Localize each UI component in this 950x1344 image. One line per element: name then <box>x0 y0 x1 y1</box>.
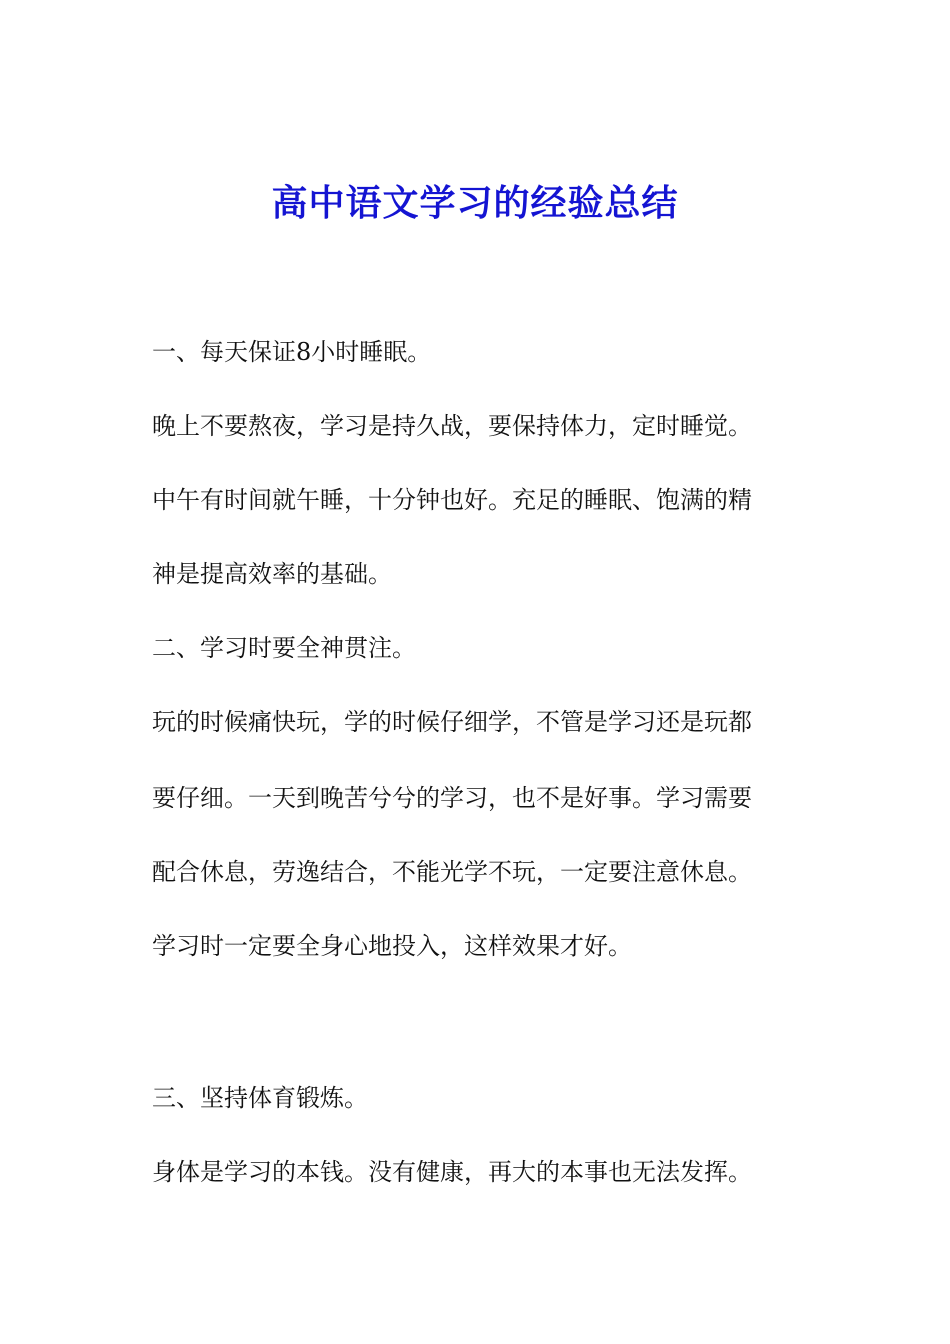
paragraph-line: 晚上不要熬夜，学习是持久战，要保持体力，定时睡觉。 <box>152 412 752 440</box>
document-title: 高中语文学习的经验总结 <box>271 182 679 224</box>
paragraph-line: 要仔细。一天到晚苦兮兮的学习，也不是好事。学习需要 <box>152 784 752 812</box>
paragraph-line: 配合休息，劳逸结合，不能光学不玩，一定要注意休息。 <box>152 858 752 886</box>
section-heading-sleep: 一、每天保证8小时睡眠。 <box>152 338 432 366</box>
paragraph-line: 玩的时候痛快玩，学的时候仔细学，不管是学习还是玩都 <box>152 708 752 736</box>
section-heading-focus: 二、学习时要全神贯注。 <box>152 634 416 662</box>
paragraph-line: 身体是学习的本钱。没有健康，再大的本事也无法发挥。 <box>152 1158 752 1186</box>
paragraph-line: 神是提高效率的基础。 <box>152 560 392 588</box>
section-heading-exercise: 三、坚持体育锻炼。 <box>152 1084 368 1112</box>
paragraph-line: 学习时一定要全身心地投入，这样效果才好。 <box>152 932 632 960</box>
paragraph-line: 中午有时间就午睡，十分钟也好。充足的睡眠、饱满的精 <box>152 486 752 514</box>
